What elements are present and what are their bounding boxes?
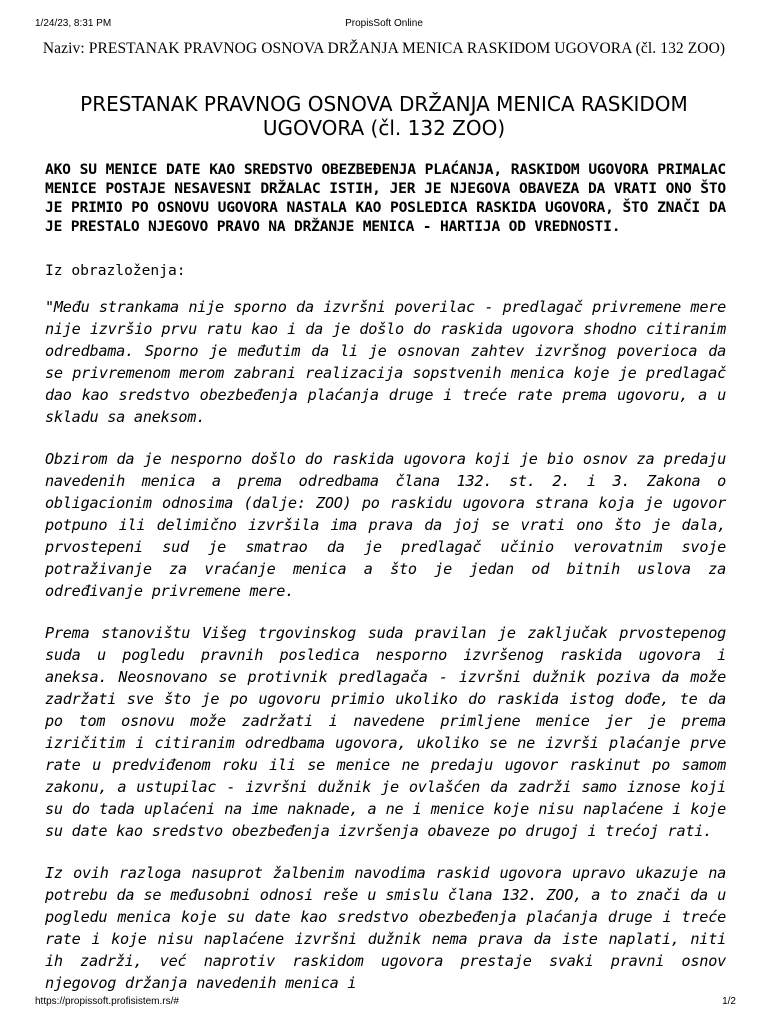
document-body (45, 296, 726, 1014)
body-paragraph: Iz ovih razloga nasuprot žalbenim navodima raskid ugovora upravo ukazuje na potrebu da se međusobni odnosi reše u smislu člana 132. ZOO, a to znači da u pogledu menica koje su date kao sredstvo obezbeđenja plaćanja druge i treće rate i koje nisu naplaćene izvršni dužnik nema prava da iste naplati, niti ih zadrži, već naprotiv raskidom ugovora prestaje svaki pravni osnov njegovog držanja navedenih menica i (45, 864, 726, 992)
body-paragraph: Prema stanovištu Višeg trgovinskog suda pravilan je zaključak prvostepenog suda u pogledu pravnih posledica nesporno izvršenog raskida ugovora i aneksa. Neosnovano se protivnik predlagača - izvršni dužnik poziva da može zadržati sve što je po ugovoru primio ukoliko do raskida istog dođe, te da po tom osnovu može zadržati i navedene primljene menice jer je prema izričitim i citiranim odredbama ugovora, ukoliko se ne izvrši plaćanje prve rate u predviđenom roku ili se menice ne predaju ugovor raskinut po samom zakonu, a ustupilac - izvršni dužnik je ovlašćen da zadrži samo iznose koji su do tada uplaćeni na ime naknade, a ne i menice koje nisu naplaćene i koje su date kao sredstvo obezbeđenja izvršenja obaveze po drugoj i trećoj rati. (45, 624, 726, 840)
page-indicator: 1/2 (722, 996, 736, 1007)
document-naziv: Naziv: PRESTANAK PRAVNOG OSNOVA DRŽANJA MENICA RASKIDOM UGOVORA (čl. 132 ZOO) (42, 40, 726, 57)
print-footer (0, 992, 768, 1010)
document-title: PRESTANAK PRAVNOG OSNOVA DRŽANJA MENICA RASKIDOM UGOVORA (čl. 132 ZOO) (80, 92, 688, 140)
print-site-title: PropisSoft Online (345, 18, 423, 29)
body-paragraph: "Među strankama nije sporno da izvršni poverilac - predlagač privremene mere nije izvršio prvu ratu kao i da je došlo do raskida ugovora shodno citiranim odredbama. Sporno je međutim da li je osnovan zahtev izvršnog poverioca da se privremenom merom zabrani realizacija sopstvenih menica koje je predlagač dao kao sredstvo obezbeđenja plaćanja druge i treće rate prema ugovoru, a u skladu sa aneksom. (45, 298, 726, 426)
body-paragraph: Obzirom da je nesporno došlo do raskida ugovora koji je bio osnov za predaju navedenih menica a prema odredbama člana 132. st. 2. i 3. Zakona o obligacionim odnosima (dalje: ZOO) po raskidu ugovora strana koja je ugovor potpuno ili delimično izvršila ima prava da joj se vrati ono što je dala, prvostepeni sud je smatrao da je predlagač učinio verovatnim svoje potraživanje za vraćanje menica a što je jedan od bitnih uslova za određivanje privremene mere. (45, 450, 726, 600)
print-url: https://propissoft.profisistem.rs/# (35, 996, 179, 1007)
print-header (0, 14, 768, 32)
reasoning-label: Iz obrazloženja: (45, 262, 186, 279)
document-summary: AKO SU MENICE DATE KAO SREDSTVO OBEZBEĐENJA PLAĆANJA, RASKIDOM UGOVORA PRIMALAC MENICE POSTAJE NESAVESNI DRŽALAC ISTIH, JER JE NJEGOVA OBAVEZA DA VRATI ONO ŠTO JE PRIMIO PO OSNOVU UGOVORA NASTALA KAO POSLEDICA RASKIDA UGOVORA, ŠTO ZNAČI DA JE PRESTALO NJEGOVO PRAVO NA DRŽANJE MENICA - HARTIJA OD VREDNOSTI. (45, 161, 726, 235)
print-datetime: 1/24/23, 8:31 PM (35, 18, 112, 29)
